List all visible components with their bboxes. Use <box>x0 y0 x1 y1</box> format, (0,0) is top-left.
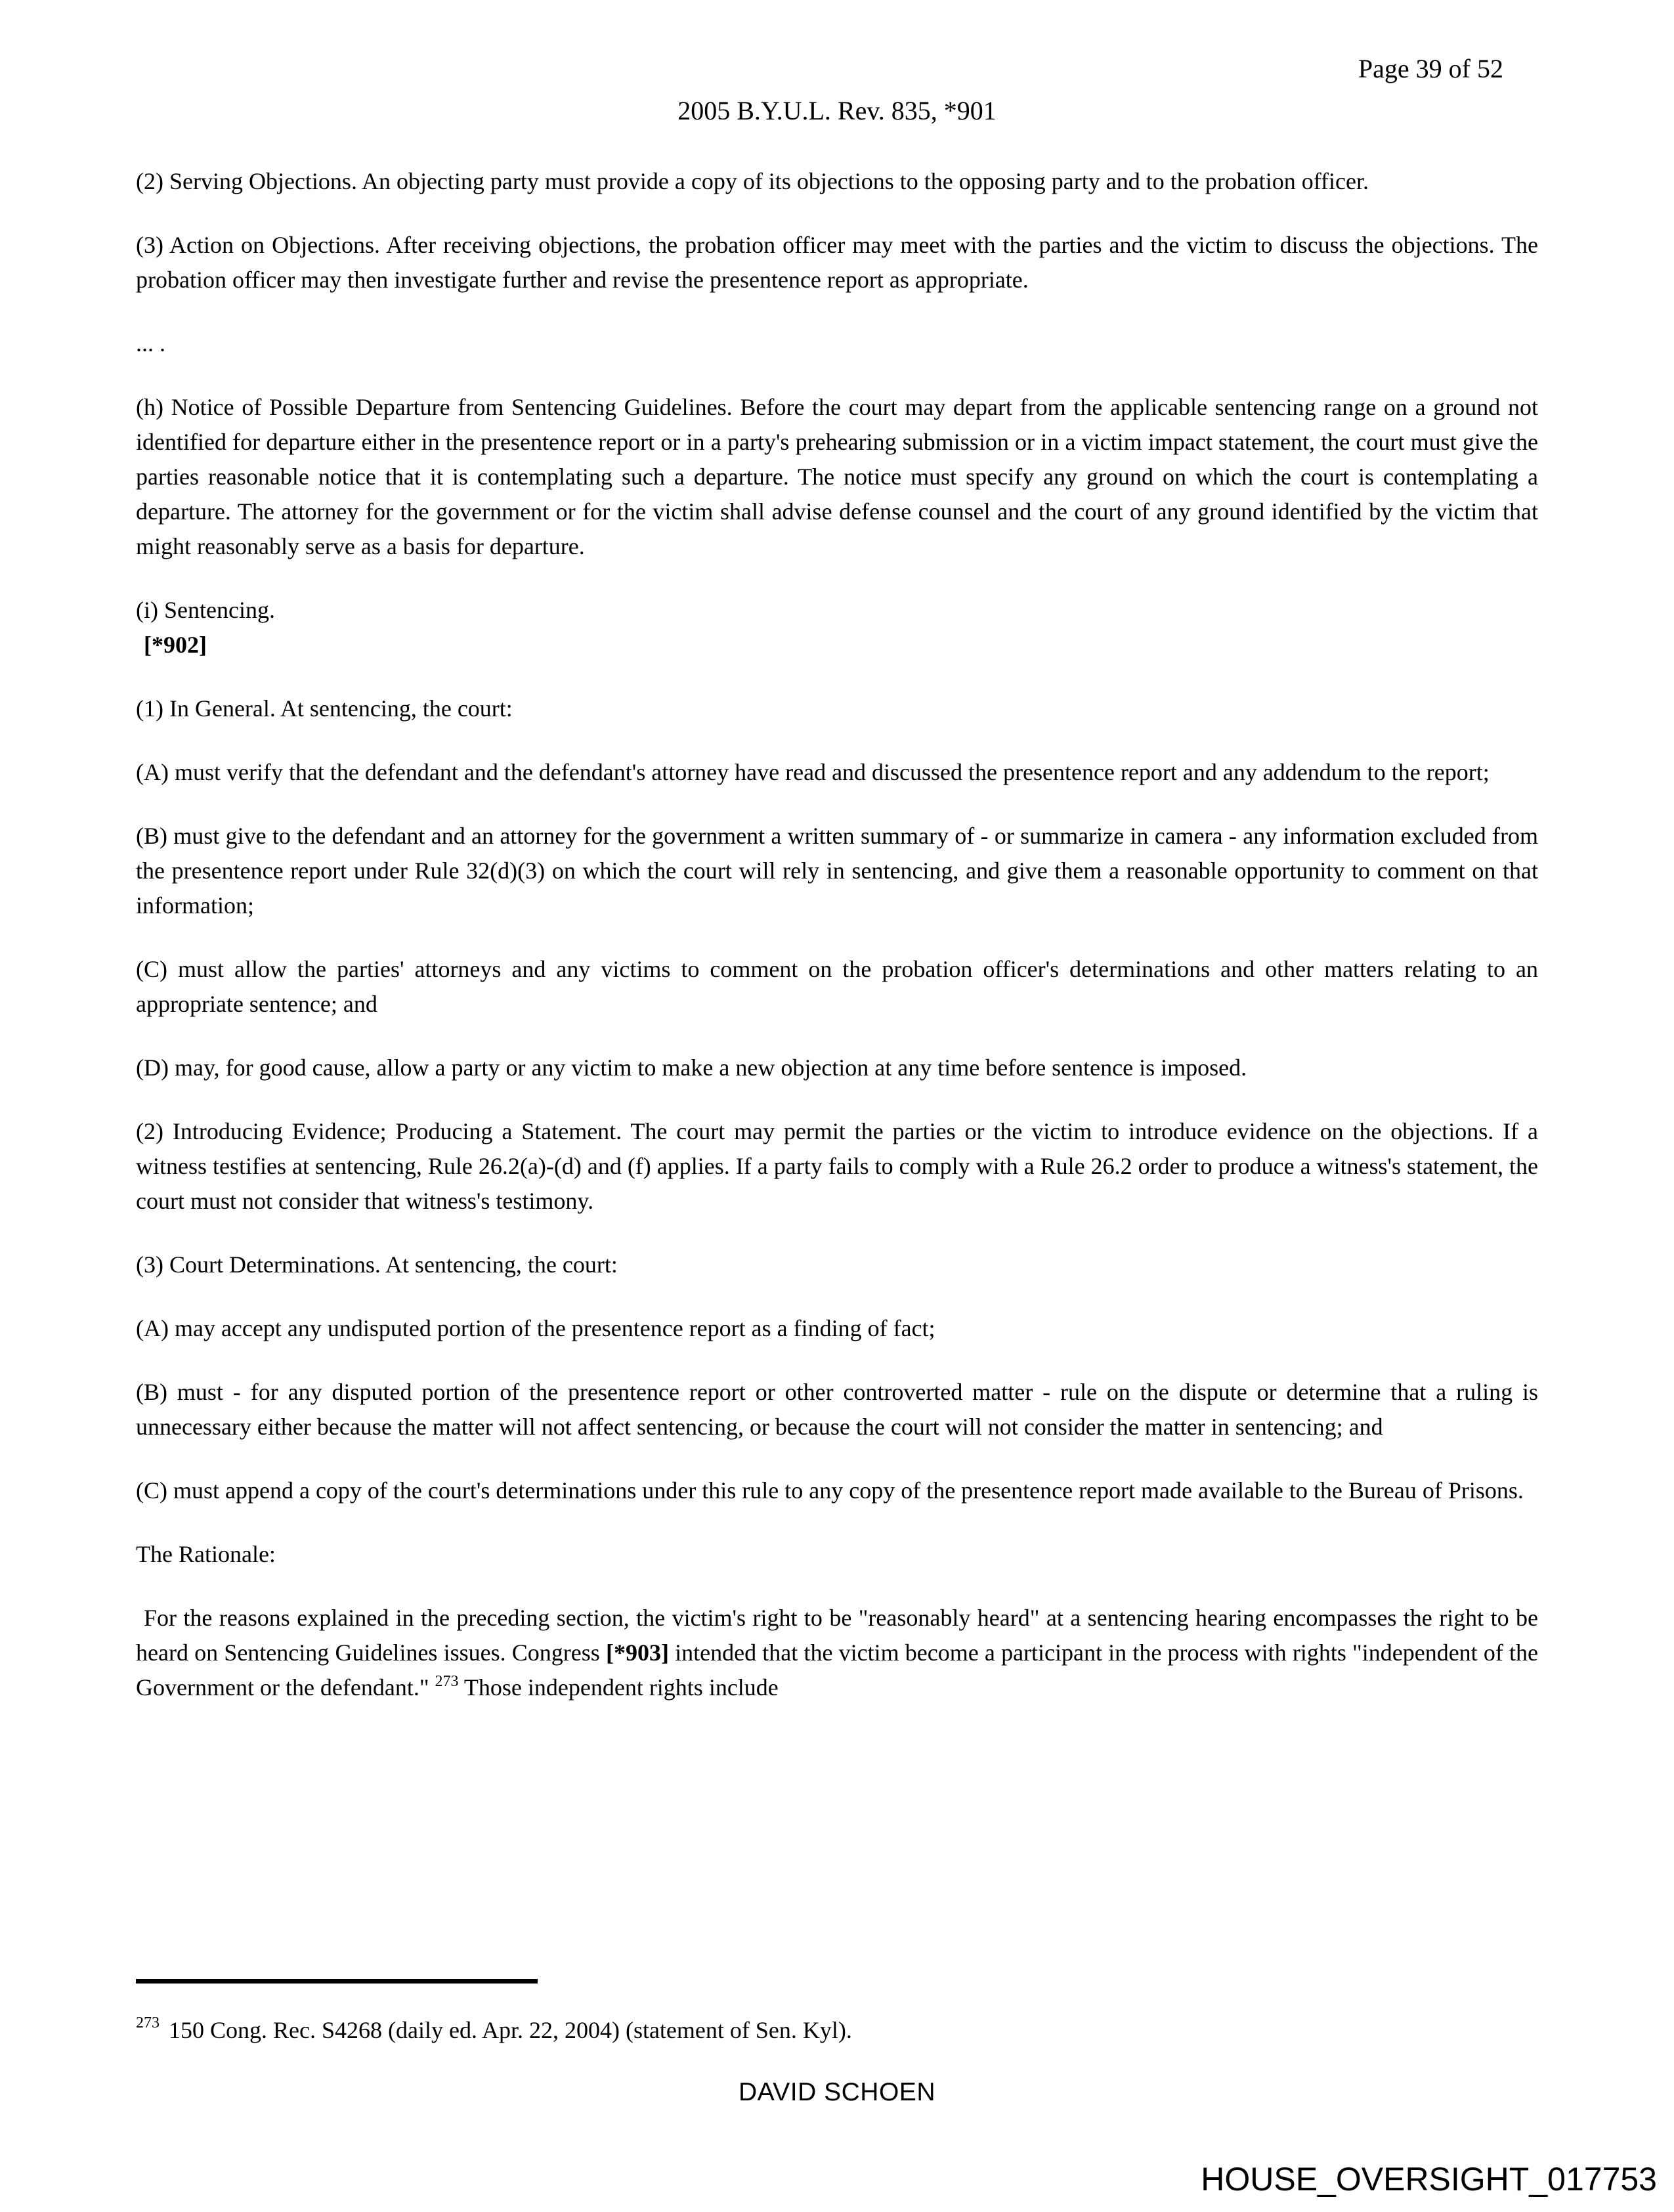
paragraph-rationale <box>136 1601 1538 1705</box>
document-citation: 2005 B.Y.U.L. Rev. 835, *901 <box>677 96 997 125</box>
paragraph-in-general-a: (A) must verify that the defendant and the defendant's attorney have read and discussed the presentence report and any addendum to the report; <box>136 759 1490 785</box>
paragraph-departure-notice: (h) Notice of Possible Departure from Sentencing Guidelines. Before the court may depart from the applicable sentencing range on a ground not identified for departure either in the presentence report or in a party's prehearing submission or in a victim impact statement, the court must give the parties reasonable notice that it is contemplating such a departure. The notice must specify any ground on which the court is contemplating a departure. The attorney for the government or for the victim shall advise defense counsel and the court of any ground identified by the victim that might reasonably serve as a basis for departure. <box>136 394 1538 559</box>
page-break-marker-902: [*902] <box>144 632 207 658</box>
footnote-reference-273: 273 <box>435 1673 459 1690</box>
paragraph-in-general-b: (B) must give to the defendant and an attorney for the government a written summary of - or summarize in camera - any information excluded from the presentence report under Rule 32(d)(3) on which the court will rely in sentencing, and give them a reasonable opportunity to comment on that information; <box>136 823 1538 919</box>
page-indicator: Page 39 of 52 <box>1358 54 1503 83</box>
footnote-text: 150 Cong. Rec. S4268 (daily ed. Apr. 22, 2004) (statement of Sen. Kyl). <box>169 2017 852 2043</box>
footnote-marker: 273 <box>136 2014 160 2031</box>
paragraph-court-det-c: (C) must append a copy of the court's determinations under this rule to any copy of the presentence report made available to the Bureau of Prisons. <box>136 1477 1524 1504</box>
author-name: DAVID SCHOEN <box>739 2078 935 2106</box>
paragraph-court-determinations: (3) Court Determinations. At sentencing, the court: <box>136 1251 618 1278</box>
page-break-marker-903: [*903] <box>605 1639 669 1666</box>
rationale-text-end: Those independent rights include <box>458 1674 779 1701</box>
rationale-text-before-903: For the reasons explained in the preceding section, the victim's right to be "reasonably heard" at a sentencing hearing encompasses the right to be heard on Sentencing Guidelines issues. Congress <box>136 1605 1538 1666</box>
paragraph-ellipsis: ... . <box>136 330 165 357</box>
paragraph-action-on-objections: (3) Action on Objections. After receiving objections, the probation officer may meet with the parties and the victim to discuss the objections. The probation officer may then investigate further and revise the presentence report as appropriate. <box>136 232 1538 293</box>
paragraph-in-general-c: (C) must allow the parties' attorneys and any victims to comment on the probation officer's determinations and other matters relating to an appropriate sentence; and <box>136 956 1538 1017</box>
document-body <box>136 164 1538 1734</box>
bates-number: HOUSE_OVERSIGHT_017753 <box>1201 2161 1657 2198</box>
rationale-text-after-903: intended that the victim become a participant in the process with rights "independent of the Government or the defendant." <box>136 1639 1539 1701</box>
paragraph-introducing-evidence: (2) Introducing Evidence; Producing a Statement. The court may permit the parties or the victim to introduce evidence on the objections. If a witness testifies at sentencing, Rule 26.2(a)-(d) and (f) applies. If a party fails to comply with a Rule 26.2 order to produce a witness's statement, the court must not consider that witness's testimony. <box>136 1118 1538 1214</box>
paragraph-in-general-d: (D) may, for good cause, allow a party or any victim to make a new objection at any time before sentence is imposed. <box>136 1054 1247 1081</box>
paragraph-court-det-b: (B) must - for any disputed portion of the presentence report or other controverted matter - rule on the dispute or determine that a ruling is unnecessary either because the matter will not affect sentencing, or because the court will not consider the matter in sentencing; and <box>136 1379 1538 1440</box>
paragraph-in-general: (1) In General. At sentencing, the court: <box>136 695 513 722</box>
paragraph-rationale-heading: The Rationale: <box>136 1541 276 1567</box>
paragraph-serving-objections: (2) Serving Objections. An objecting party must provide a copy of its objections to the opposing party and to the probation officer. <box>136 168 1369 194</box>
paragraph-court-det-a: (A) may accept any undisputed portion of the presentence report as a finding of fact; <box>136 1315 935 1341</box>
footnote-273 <box>136 2014 1538 2046</box>
footnote-separator-rule <box>136 1979 538 1984</box>
paragraph-sentencing-heading: (i) Sentencing. <box>136 597 275 623</box>
